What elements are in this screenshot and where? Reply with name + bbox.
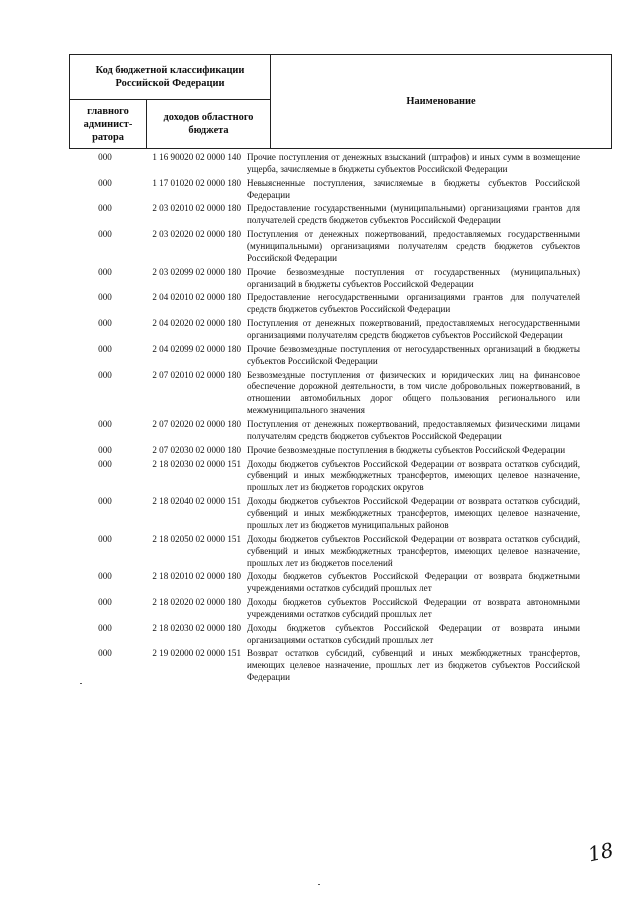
admin-code-cell: 000 — [98, 152, 112, 162]
name-cell: Прочие поступления от денежных взысканий (штрафов) и иных сумм в возмещение ущерба, зачисляемые в бюджеты субъектов Российской Федерации — [247, 152, 580, 174]
admin-code-cell: 000 — [98, 419, 112, 430]
admin-code-cell: 000 — [98, 229, 112, 240]
scan-speck — [80, 683, 82, 684]
admin-code-cell: 000 — [98, 458, 112, 469]
table-row — [69, 623, 580, 649]
admin-code-cell: 000 — [98, 266, 112, 277]
revenue-code-cell: 2 04 02010 02 0000 180 — [152, 292, 241, 303]
admin-code-cell: 000 — [98, 343, 112, 354]
name-cell: Доходы бюджетов субъектов Российской Федерации от возврата остатков субсидий, субвенций и иных межбюджетных трансфертов, имеющих целевое назначение, прошлых лет из бюджетов городских округов — [247, 458, 580, 493]
revenue-code-cell: 2 18 02030 02 0000 151 — [152, 458, 241, 469]
name-cell: Невыясненные поступления, зачисляемые в бюджеты субъектов Российской Федерации — [247, 177, 580, 200]
name-cell: Возврат остатков субсидий, субвенций и иных межбюджетных трансфертов, имеющих целевое назначение, прошлых лет из бюджетов субъектов Российской Федерации — [247, 648, 580, 683]
table-row — [69, 459, 580, 497]
admin-code-cell: 000 — [98, 203, 112, 214]
table-row — [69, 229, 580, 267]
admin-code-cell: 000 — [98, 648, 112, 659]
table-row — [69, 534, 580, 572]
revenue-code-cell: 2 03 02020 02 0000 180 — [152, 229, 241, 240]
scan-speck — [318, 884, 320, 885]
admin-code-cell: 000 — [98, 496, 112, 507]
revenue-code-cell: 1 17 01020 02 0000 180 — [152, 177, 241, 188]
admin-code-cell: 000 — [98, 292, 112, 303]
table-row — [69, 370, 580, 420]
table-row — [69, 571, 580, 597]
name-cell: Поступления от денежных пожертвований, предоставляемых государственными (муниципальными) организациями получателям средств бюджетов субъектов Российской Федерации — [247, 229, 580, 263]
revenue-code-table — [69, 152, 580, 686]
revenue-code-cell: 2 07 02010 02 0000 180 — [152, 369, 241, 380]
table-row — [69, 152, 580, 178]
revenue-code-cell: 2 03 02099 02 0000 180 — [152, 266, 241, 277]
admin-code-cell: 000 — [98, 533, 112, 544]
name-cell: Доходы бюджетов субъектов Российской Федерации от возврата остатков субсидий, субвенций и иных межбюджетных трансфертов, имеющих целевое назначение, прошлых лет из бюджетов муниципальных районов — [247, 496, 580, 530]
code-group-header: Код бюджетной классификации Российской Федерации — [70, 55, 271, 100]
name-cell: Доходы бюджетов субъектов Российской Федерации от возврата иными организациями остатков субсидий прошлых лет — [247, 622, 580, 645]
revenue-code-cell: 2 07 02020 02 0000 180 — [152, 419, 241, 430]
name-cell: Прочие безвозмездные поступления от негосударственных организаций в бюджеты субъектов Российской Федерации — [247, 343, 580, 366]
revenue-column-header: доходов областного бюджета — [147, 100, 271, 149]
name-cell: Безвозмездные поступления от физических и юридических лиц на финансовое обеспечение дорожной деятельности, в том числе добровольных пожертвований, в отношении автомобильных дорог общего пользования регионального или межмуниципального значения — [247, 369, 580, 416]
name-column-header: Наименование — [271, 55, 612, 149]
revenue-code-cell: 2 18 02050 02 0000 151 — [152, 533, 241, 544]
revenue-code-cell: 2 04 02099 02 0000 180 — [152, 343, 241, 354]
page-number: 18 — [585, 837, 616, 867]
admin-code-cell: 000 — [98, 318, 112, 329]
revenue-code-cell: 2 18 02040 02 0000 151 — [152, 496, 241, 507]
name-cell: Предоставление негосударственными организациями грантов для получателей средств бюджетов субъектов Российской Федерации — [247, 292, 580, 315]
admin-column-header: главного админист- ратора — [70, 100, 147, 149]
name-cell: Прочие безвозмездные поступления от государственных (муниципальных) организаций в бюджеты субъектов Российской Федерации — [247, 266, 580, 289]
revenue-code-cell: 2 03 02010 02 0000 180 — [152, 203, 241, 214]
table-row — [69, 203, 580, 229]
table-row — [69, 178, 580, 204]
revenue-code-cell: 2 18 02020 02 0000 180 — [152, 597, 241, 608]
revenue-code-cell: 2 07 02030 02 0000 180 — [152, 444, 241, 455]
table-row — [69, 344, 580, 370]
name-cell: Доходы бюджетов субъектов Российской Федерации от возврата автономными учреждениями остатков субсидий прошлых лет — [247, 597, 580, 619]
table-row — [69, 419, 580, 445]
admin-code-cell: 000 — [98, 571, 112, 582]
name-cell: Поступления от денежных пожертвований, предоставляемых физическими лицами получателям средств бюджетов субъектов Российской Федерации — [247, 419, 580, 441]
name-cell: Предоставление государственными (муниципальными) организациями грантов для получателей средств бюджетов субъектов Российской Федерации — [247, 203, 580, 226]
admin-code-cell: 000 — [98, 177, 112, 188]
revenue-code-cell: 1 16 90020 02 0000 140 — [152, 152, 241, 162]
table-header — [69, 54, 612, 149]
table-row — [69, 496, 580, 534]
table-row — [69, 318, 580, 344]
revenue-code-cell: 2 04 02020 02 0000 180 — [152, 318, 241, 329]
admin-code-cell: 000 — [98, 444, 112, 455]
name-cell: Доходы бюджетов субъектов Российской Федерации от возврата остатков субсидий, субвенций и иных межбюджетных трансфертов, имеющих целевое назначение, прошлых лет из бюджетов поселений — [247, 533, 580, 568]
table-row — [69, 292, 580, 318]
table-row — [69, 267, 580, 293]
revenue-code-cell: 2 18 02030 02 0000 180 — [152, 622, 241, 633]
name-cell: Поступления от денежных пожертвований, предоставляемых негосударственными организациями получателям средств бюджетов субъектов Российской Федерации — [247, 318, 580, 341]
revenue-code-cell: 2 18 02010 02 0000 180 — [152, 571, 241, 582]
table-row — [69, 597, 580, 623]
admin-code-cell: 000 — [98, 597, 112, 608]
table-row — [69, 648, 580, 686]
name-cell: Доходы бюджетов субъектов Российской Федерации от возврата бюджетными учреждениями остатков субсидий прошлых лет — [247, 571, 580, 594]
name-cell: Прочие безвозмездные поступления в бюджеты субъектов Российской Федерации — [247, 444, 566, 455]
admin-code-cell: 000 — [98, 369, 112, 380]
table-row — [69, 445, 580, 459]
admin-code-cell: 000 — [98, 622, 112, 633]
revenue-code-cell: 2 19 02000 02 0000 151 — [152, 648, 241, 659]
